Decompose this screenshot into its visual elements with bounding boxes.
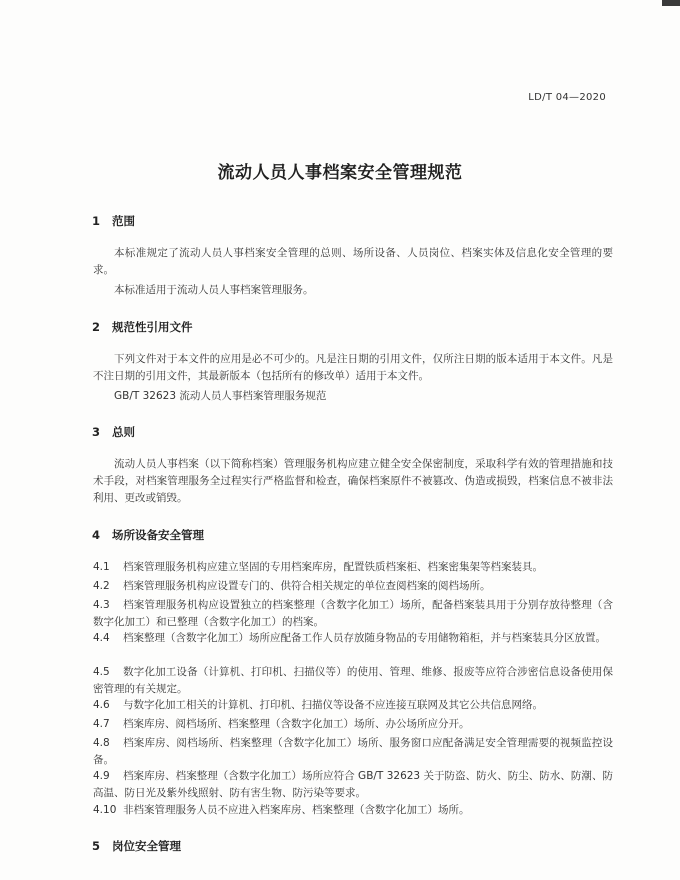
clause-number: 4.6	[93, 699, 110, 711]
section-number: 5	[92, 839, 101, 853]
clause-item	[93, 697, 613, 714]
clause-item	[93, 716, 613, 733]
clause-text: 数字化加工设备（计算机、打印机、扫描仪等）的使用、管理、维修、报废等应符合涉密信息设备使用保密管理的有关规定。	[93, 666, 613, 695]
paragraph: 下列文件对于本文件的应用是必不可少的。凡是注日期的引用文件，仅所注日期的版本适用于本文件。凡是不注日期的引用文件，其最新版本（包括所有的修改单）适用于本文件。	[93, 353, 613, 382]
clause-item	[93, 559, 613, 576]
clause-item	[93, 768, 613, 802]
section-title: 规范性引用文件	[112, 320, 193, 334]
clause-item	[93, 597, 613, 631]
clause-text: 与数字化加工相关的计算机、打印机、扫描仪等设备不应连接互联网及其它公共信息网络。	[123, 699, 543, 711]
section-number: 4	[92, 528, 101, 542]
section-heading-3	[92, 424, 135, 440]
paragraph: 流动人员人事档案（以下简称档案）管理服务机构应建立健全安全保密制度，采取科学有效的管理措施和技术手段，对档案管理服务全过程实行严格监督和检查，确保档案原件不被篡改、伪造或损毁，档案信息不被非法利用、更改或销毁。	[93, 458, 613, 504]
section-title: 岗位安全管理	[112, 839, 181, 853]
standard-code: LD/T 04—2020	[528, 92, 606, 103]
document-title: 流动人员人事档案安全管理规范	[217, 163, 463, 183]
clause-item	[93, 578, 613, 595]
normative-reference: GB/T 32623 流动人员人事档案管理服务规范	[114, 390, 327, 402]
section-title: 总则	[112, 425, 135, 439]
clause-text: 档案库房、档案整理（含数字化加工）场所应符合 GB/T 32623 关于防盗、防火、防尘、防水、防潮、防高温、防日光及紫外线照射、防有害生物、防污染等要求。	[93, 770, 613, 799]
section-heading-4	[92, 527, 204, 543]
clause-item	[93, 735, 613, 769]
clause-number: 4.3	[93, 599, 110, 611]
scan-corner-mark	[662, 0, 680, 6]
clause-text: 非档案管理服务人员不应进入档案库房、档案整理（含数字化加工）场所。	[123, 804, 470, 816]
clause-item	[93, 802, 613, 819]
clause-text: 档案管理服务机构应建立坚固的专用档案库房，配置铁质档案柜、档案密集架等档案装具。	[123, 561, 543, 573]
paragraph: 本标准规定了流动人员人事档案安全管理的总则、场所设备、人员岗位、档案实体及信息化安全管理的要求。	[93, 247, 613, 276]
clause-text: 档案库房、阅档场所、档案整理（含数字化加工）场所、办公场所应分开。	[123, 718, 470, 730]
clause-number: 4.8	[93, 737, 110, 749]
clause-item	[93, 630, 613, 647]
clause-text: 档案管理服务机构应设置专门的、供符合相关规定的单位查阅档案的阅档场所。	[123, 580, 491, 592]
clause-number: 4.2	[93, 580, 110, 592]
clause-number: 4.5	[93, 666, 110, 678]
clause-number: 4.10	[93, 804, 117, 816]
clause-number: 4.1	[93, 561, 110, 573]
section-title: 范围	[112, 214, 135, 228]
section-title: 场所设备安全管理	[112, 528, 204, 542]
section-number: 2	[92, 320, 101, 334]
clause-text: 档案管理服务机构应设置独立的档案整理（含数字化加工）场所，配备档案装具用于分别存放待整理（含数字化加工）和已整理（含数字化加工）的档案。	[93, 599, 613, 628]
clause-number: 4.4	[93, 632, 110, 644]
paragraph: 本标准适用于流动人员人事档案管理服务。	[114, 284, 314, 296]
section-heading-1	[92, 213, 135, 229]
section-number: 1	[92, 214, 101, 228]
clause-number: 4.9	[93, 770, 110, 782]
clause-number: 4.7	[93, 718, 110, 730]
clause-item	[93, 664, 613, 698]
clause-text: 档案库房、阅档场所、档案整理（含数字化加工）场所、服务窗口应配备满足安全管理需要的视频监控设备。	[93, 737, 613, 766]
section-heading-2	[92, 319, 193, 335]
section-heading-5	[92, 838, 181, 854]
section-number: 3	[92, 425, 101, 439]
clause-text: 档案整理（含数字化加工）场所应配备工作人员存放随身物品的专用储物箱柜，并与档案装具分区放置。	[123, 632, 606, 644]
